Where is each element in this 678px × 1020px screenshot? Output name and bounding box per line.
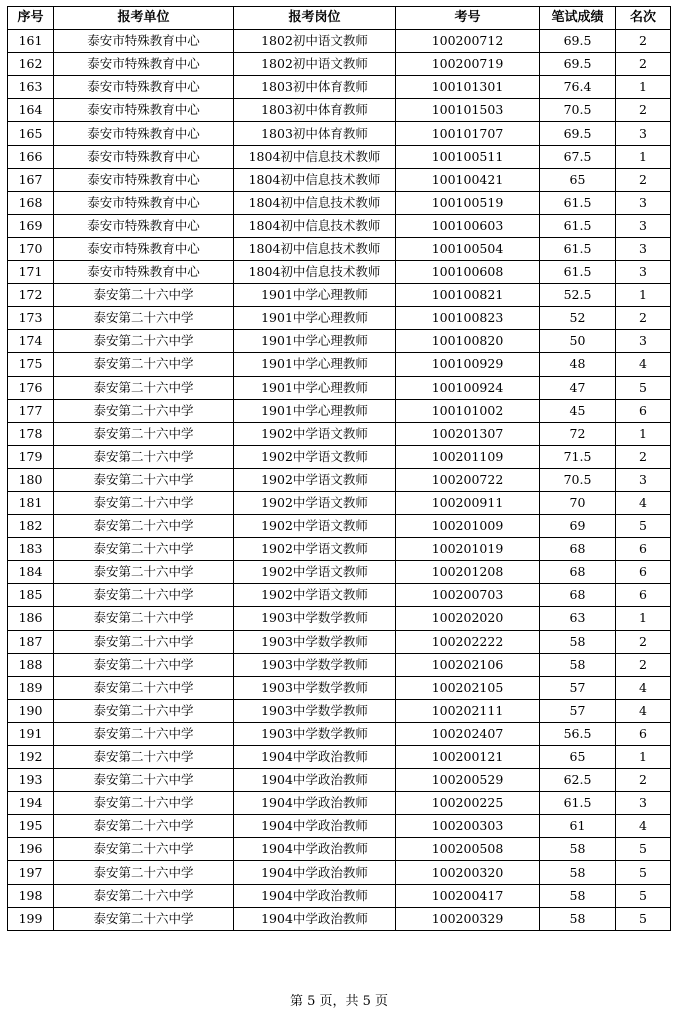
- cell-rank: 2: [616, 307, 671, 330]
- cell-unit: 泰安市特殊教育中心: [54, 145, 234, 168]
- cell-exam-id: 100100820: [396, 330, 540, 353]
- cell-score: 69.5: [540, 122, 616, 145]
- cell-index: 170: [8, 237, 54, 260]
- cell-index: 168: [8, 191, 54, 214]
- cell-rank: 1: [616, 607, 671, 630]
- cell-score: 61.5: [540, 261, 616, 284]
- cell-unit: 泰安第二十六中学: [54, 399, 234, 422]
- cell-index: 195: [8, 815, 54, 838]
- table-row: [8, 191, 671, 214]
- cell-unit: 泰安市特殊教育中心: [54, 76, 234, 99]
- cell-position: 1904中学政治教师: [234, 907, 396, 930]
- cell-index: 198: [8, 884, 54, 907]
- cell-position: 1804初中信息技术教师: [234, 145, 396, 168]
- cell-score: 69.5: [540, 30, 616, 53]
- table-row: [8, 30, 671, 53]
- cell-score: 61.5: [540, 191, 616, 214]
- cell-unit: 泰安第二十六中学: [54, 515, 234, 538]
- cell-score: 69: [540, 515, 616, 538]
- table-row: [8, 399, 671, 422]
- cell-position: 1904中学政治教师: [234, 769, 396, 792]
- cell-unit: 泰安市特殊教育中心: [54, 122, 234, 145]
- cell-score: 61.5: [540, 237, 616, 260]
- table-row: [8, 145, 671, 168]
- cell-score: 61.5: [540, 792, 616, 815]
- cell-exam-id: 100201307: [396, 422, 540, 445]
- cell-score: 69.5: [540, 53, 616, 76]
- cell-unit: 泰安第二十六中学: [54, 722, 234, 745]
- cell-position: 1902中学语文教师: [234, 584, 396, 607]
- cell-unit: 泰安第二十六中学: [54, 838, 234, 861]
- cell-score: 58: [540, 653, 616, 676]
- cell-rank: 2: [616, 769, 671, 792]
- cell-rank: 1: [616, 746, 671, 769]
- cell-exam-id: 100202407: [396, 722, 540, 745]
- cell-score: 70.5: [540, 468, 616, 491]
- table-row: [8, 561, 671, 584]
- cell-unit: 泰安市特殊教育中心: [54, 261, 234, 284]
- cell-rank: 2: [616, 630, 671, 653]
- table-row: [8, 307, 671, 330]
- cell-index: 190: [8, 699, 54, 722]
- table-row: [8, 99, 671, 122]
- cell-exam-id: 100202105: [396, 676, 540, 699]
- table-row: [8, 907, 671, 930]
- cell-position: 1904中学政治教师: [234, 861, 396, 884]
- cell-exam-id: 100101301: [396, 76, 540, 99]
- cell-rank: 6: [616, 561, 671, 584]
- cell-unit: 泰安第二十六中学: [54, 746, 234, 769]
- table-row: [8, 607, 671, 630]
- cell-exam-id: 100201109: [396, 445, 540, 468]
- cell-position: 1903中学数学教师: [234, 699, 396, 722]
- cell-index: 191: [8, 722, 54, 745]
- cell-index: 179: [8, 445, 54, 468]
- cell-position: 1904中学政治教师: [234, 792, 396, 815]
- cell-unit: 泰安第二十六中学: [54, 699, 234, 722]
- cell-position: 1803初中体育教师: [234, 122, 396, 145]
- cell-position: 1803初中体育教师: [234, 99, 396, 122]
- cell-position: 1904中学政治教师: [234, 815, 396, 838]
- cell-unit: 泰安第二十六中学: [54, 815, 234, 838]
- cell-position: 1901中学心理教师: [234, 330, 396, 353]
- cell-unit: 泰安第二十六中学: [54, 676, 234, 699]
- cell-index: 180: [8, 468, 54, 491]
- cell-position: 1901中学心理教师: [234, 399, 396, 422]
- table-row: [8, 838, 671, 861]
- cell-rank: 5: [616, 515, 671, 538]
- cell-exam-id: 100202106: [396, 653, 540, 676]
- cell-score: 58: [540, 861, 616, 884]
- cell-position: 1904中学政治教师: [234, 838, 396, 861]
- cell-index: 192: [8, 746, 54, 769]
- cell-position: 1802初中语文教师: [234, 53, 396, 76]
- cell-unit: 泰安第二十六中学: [54, 884, 234, 907]
- cell-unit: 泰安第二十六中学: [54, 561, 234, 584]
- col-header-position: 报考岗位: [234, 7, 396, 30]
- cell-exam-id: 100202222: [396, 630, 540, 653]
- cell-rank: 1: [616, 284, 671, 307]
- cell-score: 70.5: [540, 99, 616, 122]
- cell-position: 1902中学语文教师: [234, 445, 396, 468]
- cell-rank: 2: [616, 168, 671, 191]
- cell-rank: 2: [616, 30, 671, 53]
- cell-unit: 泰安第二十六中学: [54, 769, 234, 792]
- cell-exam-id: 100201019: [396, 538, 540, 561]
- cell-index: 173: [8, 307, 54, 330]
- table-row: [8, 769, 671, 792]
- cell-rank: 2: [616, 653, 671, 676]
- cell-unit: 泰安第二十六中学: [54, 353, 234, 376]
- cell-index: 194: [8, 792, 54, 815]
- cell-position: 1904中学政治教师: [234, 884, 396, 907]
- cell-exam-id: 100200719: [396, 53, 540, 76]
- cell-unit: 泰安第二十六中学: [54, 607, 234, 630]
- cell-index: 162: [8, 53, 54, 76]
- cell-index: 166: [8, 145, 54, 168]
- cell-exam-id: 100200712: [396, 30, 540, 53]
- cell-rank: 4: [616, 699, 671, 722]
- cell-rank: 6: [616, 584, 671, 607]
- cell-index: 172: [8, 284, 54, 307]
- cell-exam-id: 100101002: [396, 399, 540, 422]
- cell-exam-id: 100200303: [396, 815, 540, 838]
- score-table: [7, 6, 671, 931]
- cell-score: 68: [540, 584, 616, 607]
- cell-index: 177: [8, 399, 54, 422]
- cell-index: 182: [8, 515, 54, 538]
- cell-exam-id: 100200529: [396, 769, 540, 792]
- table-row: [8, 653, 671, 676]
- table-body: [8, 30, 671, 931]
- table-row: [8, 445, 671, 468]
- cell-exam-id: 100100511: [396, 145, 540, 168]
- cell-position: 1902中学语文教师: [234, 561, 396, 584]
- cell-rank: 4: [616, 491, 671, 514]
- cell-rank: 5: [616, 884, 671, 907]
- cell-position: 1901中学心理教师: [234, 376, 396, 399]
- cell-unit: 泰安第二十六中学: [54, 376, 234, 399]
- cell-exam-id: 100200722: [396, 468, 540, 491]
- cell-unit: 泰安第二十六中学: [54, 861, 234, 884]
- cell-index: 183: [8, 538, 54, 561]
- cell-score: 61: [540, 815, 616, 838]
- cell-unit: 泰安第二十六中学: [54, 330, 234, 353]
- table-row: [8, 884, 671, 907]
- table-row: [8, 261, 671, 284]
- cell-score: 56.5: [540, 722, 616, 745]
- table-row: [8, 468, 671, 491]
- cell-position: 1904中学政治教师: [234, 746, 396, 769]
- cell-unit: 泰安第二十六中学: [54, 907, 234, 930]
- table-row: [8, 237, 671, 260]
- cell-index: 186: [8, 607, 54, 630]
- cell-rank: 3: [616, 237, 671, 260]
- cell-index: 163: [8, 76, 54, 99]
- cell-score: 58: [540, 838, 616, 861]
- cell-index: 199: [8, 907, 54, 930]
- cell-rank: 3: [616, 468, 671, 491]
- table-row: [8, 630, 671, 653]
- cell-rank: 3: [616, 261, 671, 284]
- cell-position: 1902中学语文教师: [234, 468, 396, 491]
- cell-position: 1804初中信息技术教师: [234, 261, 396, 284]
- cell-exam-id: 100100608: [396, 261, 540, 284]
- table-row: [8, 746, 671, 769]
- table-row: [8, 284, 671, 307]
- table-row: [8, 792, 671, 815]
- cell-score: 52.5: [540, 284, 616, 307]
- cell-position: 1802初中语文教师: [234, 30, 396, 53]
- cell-position: 1903中学数学教师: [234, 722, 396, 745]
- cell-unit: 泰安市特殊教育中心: [54, 214, 234, 237]
- cell-rank: 3: [616, 330, 671, 353]
- cell-unit: 泰安市特殊教育中心: [54, 237, 234, 260]
- cell-index: 197: [8, 861, 54, 884]
- table-row: [8, 422, 671, 445]
- cell-score: 65: [540, 746, 616, 769]
- cell-unit: 泰安第二十六中学: [54, 284, 234, 307]
- cell-score: 58: [540, 630, 616, 653]
- cell-exam-id: 100100504: [396, 237, 540, 260]
- cell-exam-id: 100100421: [396, 168, 540, 191]
- cell-unit: 泰安第二十六中学: [54, 584, 234, 607]
- table-row: [8, 699, 671, 722]
- table-row: [8, 722, 671, 745]
- cell-score: 76.4: [540, 76, 616, 99]
- cell-unit: 泰安第二十六中学: [54, 653, 234, 676]
- cell-exam-id: 100100823: [396, 307, 540, 330]
- cell-exam-id: 100202020: [396, 607, 540, 630]
- cell-rank: 6: [616, 722, 671, 745]
- cell-score: 48: [540, 353, 616, 376]
- cell-score: 50: [540, 330, 616, 353]
- table-row: [8, 491, 671, 514]
- cell-rank: 1: [616, 145, 671, 168]
- cell-position: 1804初中信息技术教师: [234, 168, 396, 191]
- cell-score: 72: [540, 422, 616, 445]
- cell-rank: 1: [616, 76, 671, 99]
- cell-index: 174: [8, 330, 54, 353]
- col-header-index: 序号: [8, 7, 54, 30]
- table-row: [8, 815, 671, 838]
- cell-position: 1803初中体育教师: [234, 76, 396, 99]
- cell-index: 167: [8, 168, 54, 191]
- table-row: [8, 353, 671, 376]
- cell-index: 188: [8, 653, 54, 676]
- cell-index: 189: [8, 676, 54, 699]
- header-row: [8, 7, 671, 30]
- cell-position: 1903中学数学教师: [234, 607, 396, 630]
- cell-rank: 5: [616, 907, 671, 930]
- cell-score: 68: [540, 538, 616, 561]
- cell-score: 68: [540, 561, 616, 584]
- cell-rank: 3: [616, 214, 671, 237]
- col-header-rank: 名次: [616, 7, 671, 30]
- cell-unit: 泰安第二十六中学: [54, 445, 234, 468]
- cell-position: 1902中学语文教师: [234, 515, 396, 538]
- cell-exam-id: 100100519: [396, 191, 540, 214]
- cell-unit: 泰安第二十六中学: [54, 422, 234, 445]
- cell-unit: 泰安市特殊教育中心: [54, 30, 234, 53]
- cell-unit: 泰安市特殊教育中心: [54, 53, 234, 76]
- table-row: [8, 53, 671, 76]
- cell-position: 1903中学数学教师: [234, 630, 396, 653]
- cell-index: 187: [8, 630, 54, 653]
- cell-index: 161: [8, 30, 54, 53]
- cell-score: 71.5: [540, 445, 616, 468]
- cell-rank: 2: [616, 53, 671, 76]
- cell-unit: 泰安第二十六中学: [54, 630, 234, 653]
- cell-exam-id: 100200703: [396, 584, 540, 607]
- cell-index: 184: [8, 561, 54, 584]
- cell-unit: 泰安市特殊教育中心: [54, 191, 234, 214]
- cell-unit: 泰安第二十六中学: [54, 792, 234, 815]
- cell-score: 70: [540, 491, 616, 514]
- cell-position: 1901中学心理教师: [234, 307, 396, 330]
- cell-score: 62.5: [540, 769, 616, 792]
- cell-exam-id: 100100821: [396, 284, 540, 307]
- cell-index: 164: [8, 99, 54, 122]
- cell-rank: 6: [616, 538, 671, 561]
- page-footer: 第 5 页，共 5 页: [289, 994, 389, 1009]
- cell-rank: 5: [616, 376, 671, 399]
- cell-exam-id: 100100924: [396, 376, 540, 399]
- cell-rank: 1: [616, 422, 671, 445]
- cell-position: 1902中学语文教师: [234, 491, 396, 514]
- cell-score: 61.5: [540, 214, 616, 237]
- table-row: [8, 515, 671, 538]
- table-row: [8, 122, 671, 145]
- cell-score: 63: [540, 607, 616, 630]
- cell-score: 58: [540, 907, 616, 930]
- cell-rank: 5: [616, 838, 671, 861]
- cell-exam-id: 100200417: [396, 884, 540, 907]
- cell-rank: 3: [616, 122, 671, 145]
- cell-score: 47: [540, 376, 616, 399]
- cell-unit: 泰安市特殊教育中心: [54, 168, 234, 191]
- cell-score: 65: [540, 168, 616, 191]
- cell-score: 57: [540, 676, 616, 699]
- cell-rank: 4: [616, 353, 671, 376]
- cell-rank: 4: [616, 676, 671, 699]
- cell-score: 58: [540, 884, 616, 907]
- cell-rank: 5: [616, 861, 671, 884]
- cell-exam-id: 100202111: [396, 699, 540, 722]
- cell-position: 1804初中信息技术教师: [234, 214, 396, 237]
- table-row: [8, 376, 671, 399]
- cell-rank: 2: [616, 99, 671, 122]
- table-row: [8, 676, 671, 699]
- cell-index: 196: [8, 838, 54, 861]
- col-header-exam-id: 考号: [396, 7, 540, 30]
- cell-rank: 3: [616, 191, 671, 214]
- cell-score: 45: [540, 399, 616, 422]
- cell-rank: 2: [616, 445, 671, 468]
- table-row: [8, 168, 671, 191]
- cell-exam-id: 100200320: [396, 861, 540, 884]
- cell-index: 176: [8, 376, 54, 399]
- cell-score: 67.5: [540, 145, 616, 168]
- table-row: [8, 214, 671, 237]
- table-row: [8, 76, 671, 99]
- col-header-unit: 报考单位: [54, 7, 234, 30]
- cell-exam-id: 100101707: [396, 122, 540, 145]
- cell-unit: 泰安第二十六中学: [54, 538, 234, 561]
- cell-index: 171: [8, 261, 54, 284]
- cell-position: 1902中学语文教师: [234, 538, 396, 561]
- cell-score: 57: [540, 699, 616, 722]
- cell-position: 1901中学心理教师: [234, 353, 396, 376]
- cell-exam-id: 100200508: [396, 838, 540, 861]
- cell-index: 178: [8, 422, 54, 445]
- cell-exam-id: 100201009: [396, 515, 540, 538]
- cell-exam-id: 100200911: [396, 491, 540, 514]
- cell-index: 181: [8, 491, 54, 514]
- cell-position: 1804初中信息技术教师: [234, 237, 396, 260]
- cell-index: 185: [8, 584, 54, 607]
- cell-index: 165: [8, 122, 54, 145]
- cell-exam-id: 100201208: [396, 561, 540, 584]
- cell-unit: 泰安第二十六中学: [54, 307, 234, 330]
- cell-position: 1903中学数学教师: [234, 653, 396, 676]
- col-header-score: 笔试成绩: [540, 7, 616, 30]
- cell-exam-id: 100100603: [396, 214, 540, 237]
- cell-unit: 泰安第二十六中学: [54, 468, 234, 491]
- table-row: [8, 538, 671, 561]
- cell-rank: 6: [616, 399, 671, 422]
- table-row: [8, 584, 671, 607]
- table-row: [8, 330, 671, 353]
- cell-exam-id: 100200121: [396, 746, 540, 769]
- cell-exam-id: 100200329: [396, 907, 540, 930]
- cell-index: 175: [8, 353, 54, 376]
- cell-unit: 泰安市特殊教育中心: [54, 99, 234, 122]
- cell-exam-id: 100101503: [396, 99, 540, 122]
- cell-rank: 4: [616, 815, 671, 838]
- cell-position: 1903中学数学教师: [234, 676, 396, 699]
- table-row: [8, 861, 671, 884]
- cell-position: 1901中学心理教师: [234, 284, 396, 307]
- cell-index: 193: [8, 769, 54, 792]
- cell-exam-id: 100100929: [396, 353, 540, 376]
- cell-unit: 泰安第二十六中学: [54, 491, 234, 514]
- cell-rank: 3: [616, 792, 671, 815]
- cell-score: 52: [540, 307, 616, 330]
- cell-position: 1804初中信息技术教师: [234, 191, 396, 214]
- cell-index: 169: [8, 214, 54, 237]
- cell-position: 1902中学语文教师: [234, 422, 396, 445]
- cell-exam-id: 100200225: [396, 792, 540, 815]
